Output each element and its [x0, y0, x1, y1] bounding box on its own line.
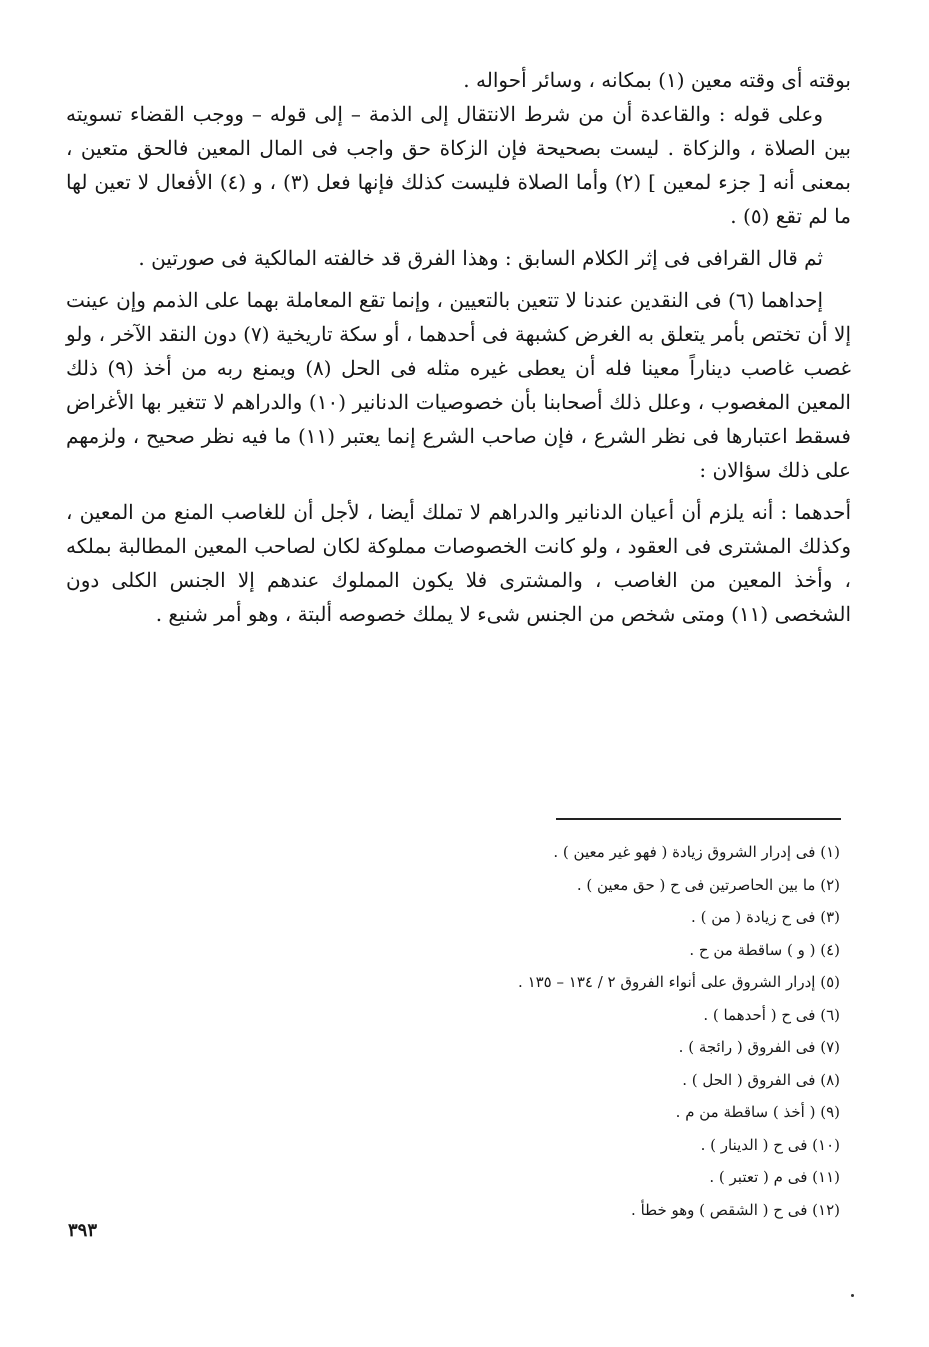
footnote-item: (١٢) فى ح ( الشقص ) وهو خطأ . — [631, 1200, 840, 1219]
footnote-item: (١) فى إدرار الشروق زيادة ( فهو غير معين ) . — [553, 843, 840, 861]
main-text — [66, 63, 851, 631]
footnotes — [380, 836, 840, 1226]
footnote-item: (٧) فى الفروق ( رائجة ) . — [678, 1038, 840, 1056]
paragraph-4: إحداهما (٦) فى النقدين عندنا لا تتعين بالتعيين ، وإنما تقع المعاملة بهما على الذمم وإن عينت إلا أن تختص بأمر يتعلق به الغرض كشبهة فى أحدهما ، أو سكة تاريخية (٧) دون النقد الآخر ، ولو غصب غاصب ديناراً معينا فله أن يعطى غيره مثله فى الحل (٨) ويمنع ربه من أخذ (٩) ذلك المعين المغصوب ، وعلل ذلك أصحابنا بأن خصوصيات الدنانير (١٠) والدراهم لا تتغير بها الأغراض فسقط اعتبارها فى نظر الشرع ، فإن صاحب الشرع إنما يعتبر (١١) ما فيه نظر صحيح ، ولزمهم على ذلك سؤالان : — [66, 288, 852, 482]
footnote-item: (٩) ( أخذ ) ساقطة من م . — [675, 1103, 840, 1121]
page-number: ٣٩٣ — [68, 1220, 98, 1241]
paragraph-1: بوقته أى وقته معين (١) بمكانه ، وسائر أحواله . — [463, 68, 851, 92]
footnote-item: (٥) إدرار الشروق على أنواء الفروق ٢ / ١٣٤ – ١٣٥ . — [518, 973, 840, 991]
footnote-item: (٤) ( و ) ساقطة من ح . — [689, 940, 840, 959]
footnote-item: (٨) فى الفروق ( الحل ) . — [682, 1070, 840, 1089]
ink-speck — [851, 1294, 854, 1297]
footnote-item: (١٠) فى ح ( الدينار ) . — [700, 1135, 840, 1154]
paragraph-5: أحدهما : أنه يلزم أن أعيان الدنانير والدراهم لا تملك أيضا ، لأجل أن للغاصب المنع من المعين ، وكذلك المشترى فى العقود ، ولو كانت الخصوصات مملوكة لكان لصاحب المعين المطالبة بملكه ، وأخذ المعين من الغاصب ، والمشترى فلا يكون المملوك عندهم إلا الجنس الكلى دون الشخصى (١١) ومتى شخص من الجنس شىء لا يملك خصوصه ألبتة ، وهو أمر شنيع . — [66, 500, 851, 626]
footnote-item: (٣) فى ح زيادة ( من ) . — [691, 908, 840, 926]
footnote-item: (٦) فى ح ( أحدهما ) . — [703, 1005, 840, 1024]
paragraph-2: وعلى قوله : والقاعدة أن من شرط الانتقال إلى الذمة – إلى قوله – ووجب القضاء تسويته بين الصلاة ، والزكاة . ليست بصحيحة فإن الزكاة حق واجب فى المال المعين فالحق متعين ، بمعنى أنه [ جزء لمعين ] (٢) وأما الصلاة فليست كذلك فإنها فعل (٣) ، و (٤) الأفعال لا تعين لها ما لم تقع (٥) . — [66, 102, 851, 228]
footnote-item: (٢) ما بين الحاصرتين فى ح ( حق معين ) . — [576, 875, 840, 894]
footnote-item: (١١) فى م ( تعتبر ) . — [709, 1168, 840, 1186]
paragraph-3: ثم قال القرافى فى إثر الكلام السابق : وهذا الفرق قد خالفته المالكية فى صورتين . — [138, 246, 823, 270]
footnote-separator — [556, 818, 841, 820]
